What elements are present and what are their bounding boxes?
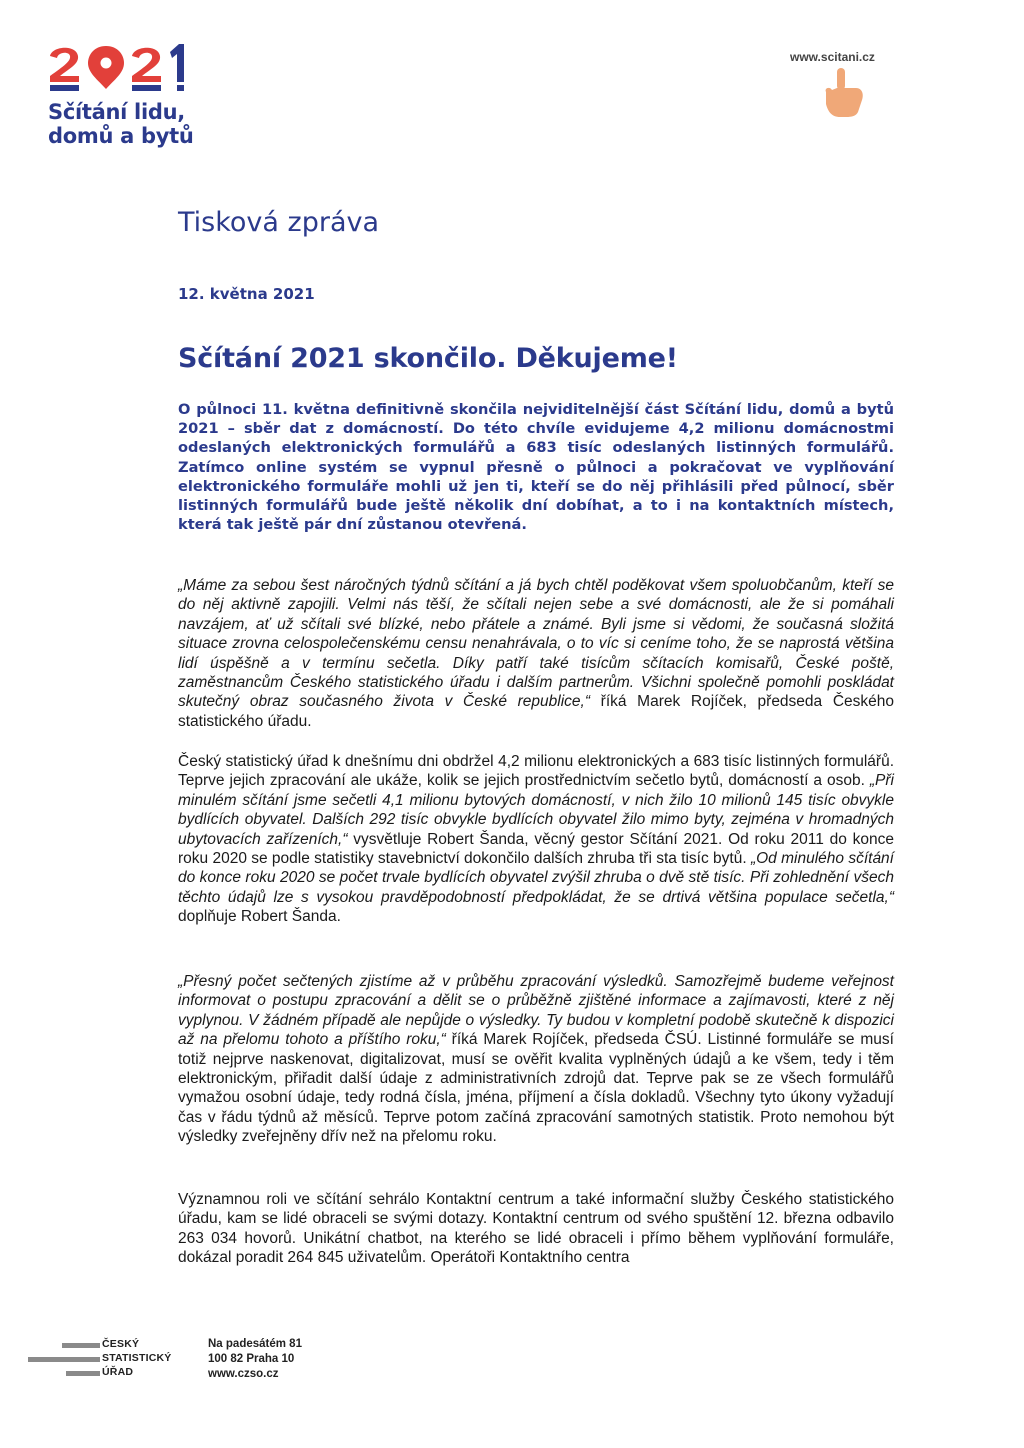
- census-logo: [46, 42, 196, 152]
- lead-paragraph: O půlnoci 11. května definitivně skončila nejviditelnější část Sčítání lidu, domů a bytů 2021 – sběr dat z domácností. Do této chvíle evidujeme 4,2 milionu domácnostmi odeslaných elektronických formulářů a 683 tisíc odeslaných listinných formulářů. Zatímco online systém se vypnul přesně o půlnoci a pokračovat ve vyplňování elektronického formuláře mohli už jen ti, kteří se do něj přihlásili před půlnocí, sběr listinných formulářů bude ještě několik dní dobíhat, a to i na kontaktních místech, která tak ještě pár dní zůstanou otevřená.: [178, 401, 894, 534]
- org-name-line-3: ÚŘAD: [102, 1366, 134, 1378]
- pointing-hand-icon: [818, 66, 866, 118]
- logo-text: [48, 100, 194, 148]
- press-date: 12. května 2021: [178, 285, 315, 303]
- document-type: Tisková zpráva: [178, 207, 380, 238]
- paragraph-1: [178, 576, 894, 731]
- org-name-line-1: ČESKÝ: [102, 1338, 140, 1350]
- footer-website-link[interactable]: www.czso.cz: [208, 1368, 279, 1380]
- paragraph-2: [178, 752, 894, 927]
- website-link[interactable]: www.scitani.cz: [790, 50, 875, 64]
- quote-rojicek-2: „Přesný počet sečtených zjistíme až v průběhu zpracování výsledků. Samozřejmě budeme veřejnost informovat o postupu zpracování a dělit se o průběžně zjištěné informace a zajímavosti, které z něj vyplynou. V žádném případě ale nepůjde o výsledky. Ty budou v kompletní podobě skutečně k dispozici až na přelomu tohoto a příštího roku,“: [178, 973, 894, 1049]
- headline: Sčítání 2021 skončilo. Děkujeme!: [178, 343, 678, 374]
- paragraph-3-text: říká Marek Rojíček, předseda ČSÚ. Listinné formuláře se musí totiž nejprve naskenovat, digitalizovat, musí se ověřit kvalita vyplněných údajů a ke všem, tedy i těm elektronickým, přiřadit další údaje z administrativních zdrojů dat. Teprve pak se ze všech formulářů vymažou osobní údaje, tedy rodná čísla, jména, příjmení a čísla dokladů. Všechny tyto úkony vyžadují čas v řádu týdnů až měsíců. Teprve potom začíná zpracování samotných statistik. Proto nemohou být výsledky zveřejněny dřív než na přelomu roku.: [178, 1031, 894, 1146]
- paragraph-3: [178, 972, 894, 1147]
- quote-sanda-1: „Při minulém sčítání jsme sečetli 4,1 milionu bytových domácností, v nich žilo 10 milionů 145 tisíc obvykle bydlících obyvatel. Dalších 292 tisíc obvykle bydlících obyvatel žilo mimo byty, zejména v hromadných ubytovacích zařízeních,“: [178, 772, 894, 848]
- quote-sanda-2: „Od minulého sčítání do konce roku 2020 se počet trvale bydlících obyvatel zvýšil zhruba o dvě stě tisíc. Při zohlednění všech těchto údajů lze s vysokou pravděpodobností předpokládat, že se drtivá většina populace sečetla,“: [178, 850, 894, 906]
- csu-logo: [28, 1338, 188, 1380]
- census-2021-logo-graphic: [46, 42, 186, 94]
- footer-address: [208, 1337, 302, 1382]
- attribution: říká Marek Rojíček, předseda Českého statistického úřadu.: [178, 693, 894, 730]
- paragraph-4: Významnou roli ve sčítání sehrálo Kontaktní centrum a také informační služby Českého statistického úřadu, kam se lidé obraceli se svými dotazy. Kontaktní centrum od svého spuštění 12. března odbavilo 263 034 hovorů. Unikátní chatbot, na kterého se lidé obraceli i přímo během vyplňování formuláře, dokázal poradit 264 845 uživatelům. Operátoři Kontaktního centra: [178, 1191, 894, 1267]
- paragraph-2-text-2: vysvětluje Robert Šanda, věcný gestor Sčítání 2021. Od roku 2011 do konce roku 2020 se podle statistiky stavebnictví dokončilo dalších zhruba tři sta tisíc bytů.: [178, 830, 895, 868]
- address-street: Na padesátém 81: [208, 1338, 302, 1350]
- logo-bar-2: [28, 1357, 100, 1362]
- logo-bar-1: [62, 1343, 100, 1348]
- logo-bar-3: [66, 1371, 100, 1376]
- logo-line-2: domů a bytů: [48, 124, 194, 148]
- logo-line-1: Sčítání lidu,: [48, 100, 185, 124]
- org-name-line-2: STATISTICKÝ: [102, 1352, 172, 1364]
- paragraph-2-text-3: doplňuje Robert Šanda.: [178, 908, 341, 926]
- paragraph-2-text-1: Český statistický úřad k dnešnímu dni obdržel 4,2 milionu elektronických a 683 tisíc listinných formulářů. Teprve jejich zpracování ale ukáže, kolik se jejich prostřednictvím sečetlo bytů, domácností a osob.: [178, 753, 894, 790]
- quote-rojicek: „Máme za sebou šest náročných týdnů sčítání a já bych chtěl poděkovat všem spoluobčanům, kteří se do něj aktivně zapojili. Velmi nás těší, že sčítali nejen sebe a své domácnosti, ale že si pomáhali navzájem, ať už sčítali své blízké, nebo přátele a známé. Byli jsme si vědomi, že současná složitá situace zrovna celospolečenskému censu nenahrávala, o to víc si ceníme toho, že se naprostá většina lidí úspěšně a v termínu sečetla. Díky patří také tisícům sčítacích komisařů, České poště, zaměstnancům Českého statistického úřadu i dalším partnerům. Všichni společně pomohli poskládat skutečný obraz současného života v České republice,“: [178, 577, 894, 711]
- address-city: 100 82 Praha 10: [208, 1353, 295, 1365]
